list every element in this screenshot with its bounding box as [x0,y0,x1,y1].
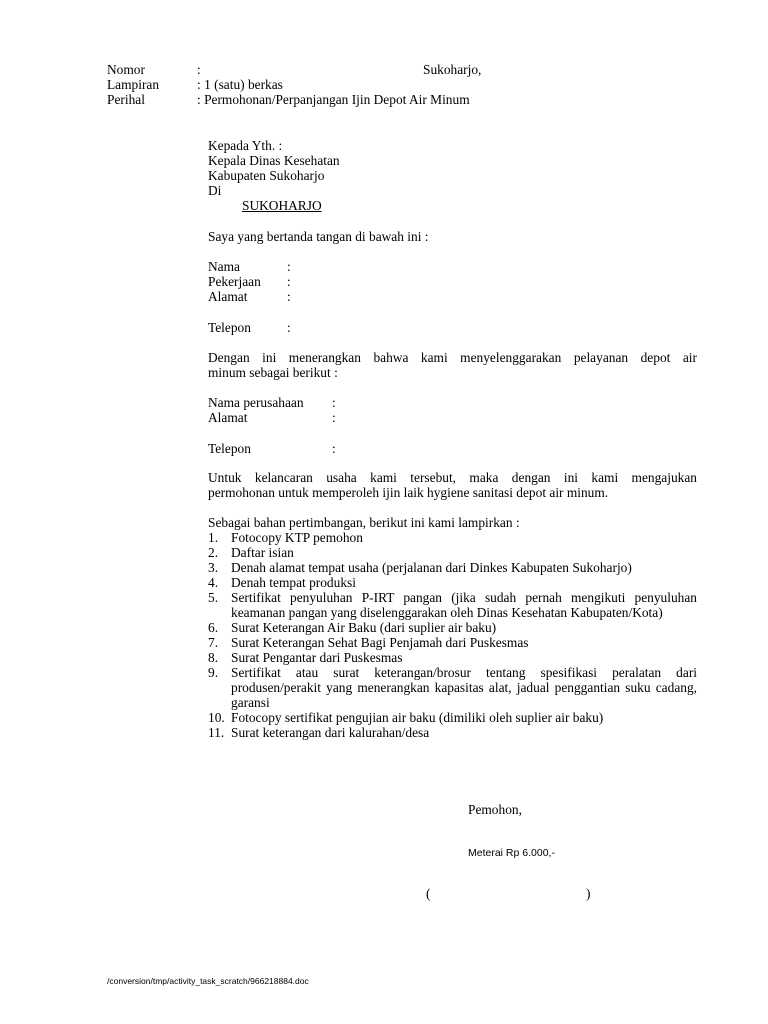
company-nama-label: Nama perusahaan [208,395,304,410]
list-item-text: Fotocopy sertifikat pengujian air baku (dimiliki oleh suplier air baku) [231,710,604,725]
list-item [208,590,697,620]
list-item-text: Denah alamat tempat usaha (perjalanan dari Dinkes Kabupaten Sukoharjo) [231,560,632,575]
list-item-number: 8. [208,650,219,665]
nama-label: Nama [208,259,240,274]
list-item-number: 6. [208,620,219,635]
recipient-line-1: Kepada Yth. : [208,138,283,153]
list-item-text: Fotocopy KTP pemohon [231,530,363,545]
list-item [208,665,697,710]
alamat-colon: : [287,289,291,304]
list-item-text: Surat Keterangan Air Baku (dari suplier air baku) [231,620,497,635]
list-item-text: Surat Keterangan Sehat Bagi Penjamah dari Puskesmas [231,635,529,650]
list-item-number: 4. [208,575,219,590]
statement-line-2: minum sebagai berikut : [208,365,338,380]
list-item [208,530,697,545]
list-item-text: Sertifikat atau surat keterangan/brosur tentang spesifikasi peralatan dari produsen/perakit yang menerangkan kapasitas alat, jadual penggantian suku cadang, garansi [231,665,697,710]
list-item-number: 9. [208,665,219,680]
list-item [208,725,697,740]
company-alamat-label: Alamat [208,410,248,425]
attachments-list [208,530,697,740]
list-item-number: 5. [208,590,219,605]
lampiran-value: : 1 (satu) berkas [197,77,283,92]
company-telepon-colon: : [332,441,336,456]
pemohon-label: Pemohon, [468,802,522,817]
list-item [208,560,697,575]
recipient-line-4: Di [208,183,222,198]
list-item-number: 3. [208,560,219,575]
telepon-colon: : [287,320,291,335]
perihal-label: Perihal [107,92,145,107]
list-item [208,575,697,590]
list-item-number: 1. [208,530,219,545]
list-item [208,545,697,560]
list-item [208,620,697,635]
meterai-label: Meterai Rp 6.000,- [468,847,555,859]
signature-close-paren: ) [586,886,591,901]
pekerjaan-label: Pekerjaan [208,274,261,289]
list-item-number: 2. [208,545,219,560]
list-item-number: 10. [208,710,225,725]
recipient-city: SUKOHARJO [242,198,322,213]
footer-file-path: /conversion/tmp/activity_task_scratch/966218884.doc [107,976,309,986]
alamat-label: Alamat [208,289,248,304]
statement-line-1: Dengan ini menerangkan bahwa kami menyelenggarakan pelayanan depot air [208,350,697,365]
list-item-text: Daftar isian [231,545,294,560]
pekerjaan-colon: : [287,274,291,289]
list-item-text: Denah tempat produksi [231,575,356,590]
company-nama-colon: : [332,395,336,410]
recipient-line-3: Kabupaten Sukoharjo [208,168,325,183]
place-date: Sukoharjo, [423,62,482,77]
list-item-number: 7. [208,635,219,650]
nama-colon: : [287,259,291,274]
nomor-label: Nomor [107,62,145,77]
list-item-text: Surat keterangan dari kalurahan/desa [231,725,430,740]
company-alamat-colon: : [332,410,336,425]
request-line-1: Untuk kelancaran usaha kami tersebut, maka dengan ini kami mengajukan [208,470,697,485]
list-item-text: Surat Pengantar dari Puskesmas [231,650,403,665]
attachments-intro: Sebagai bahan pertimbangan, berikut ini kami lampirkan : [208,515,520,530]
list-item [208,650,697,665]
request-line-2: permohonan untuk memperoleh ijin laik hygiene sanitasi depot air minum. [208,485,609,500]
list-item [208,710,697,725]
telepon-label: Telepon [208,320,251,335]
list-item-number: 11. [208,725,225,740]
lampiran-label: Lampiran [107,77,160,92]
recipient-line-2: Kepala Dinas Kesehatan [208,153,340,168]
signature-open-paren: ( [426,886,431,901]
nomor-colon: : [197,62,201,77]
perihal-value: : Permohonan/Perpanjangan Ijin Depot Air Minum [197,92,470,107]
list-item [208,635,697,650]
list-item-text: Sertifikat penyuluhan P-IRT pangan (jika sudah pernah mengikuti penyuluhan keamanan pangan yang diselenggarakan oleh Dinas Kesehatan Kabupaten/Kota) [231,590,697,620]
intro-text: Saya yang bertanda tangan di bawah ini : [208,229,429,244]
company-telepon-label: Telepon [208,441,251,456]
